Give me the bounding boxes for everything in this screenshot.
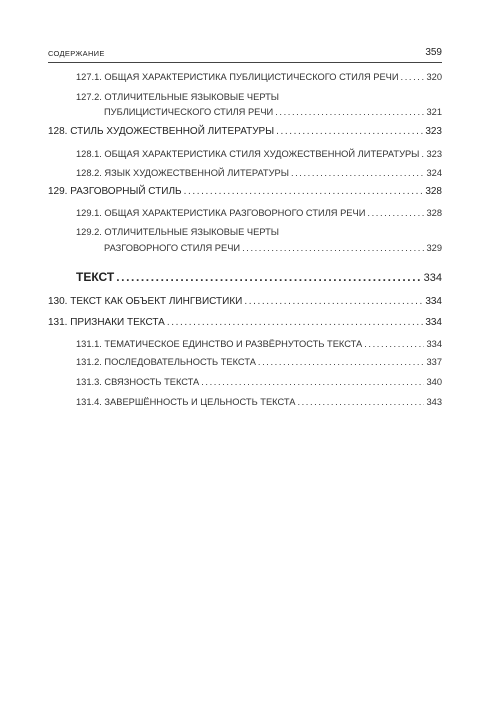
toc-entry-page: 334 — [425, 317, 442, 328]
toc-entry-title: 131.4. ЗАВЕРШЁННОСТЬ И ЦЕЛЬНОСТЬ ТЕКСТА — [76, 397, 296, 407]
leader-dots — [421, 148, 424, 160]
toc-entry-page: 340 — [426, 377, 442, 387]
toc-entry-page: 328 — [425, 186, 442, 197]
leader-dots — [242, 242, 424, 254]
toc-entry-title: ПУБЛИЦИСТИЧЕСКОГО СТИЛЯ РЕЧИ — [104, 107, 274, 117]
leader-dots — [184, 186, 424, 198]
leader-dots — [364, 338, 424, 350]
toc-entry-128-2 — [76, 167, 442, 179]
running-header — [48, 48, 442, 63]
toc-section-title: ТЕКСТ — [76, 270, 115, 284]
toc-entry-129 — [48, 186, 442, 198]
toc-entry-title: 131. ПРИЗНАКИ ТЕКСТА — [48, 317, 165, 328]
toc-entry-131-1 — [76, 338, 442, 350]
leader-dots — [201, 376, 424, 388]
toc-entry-title: 131.2. ПОСЛЕДОВАТЕЛЬНОСТЬ ТЕКСТА — [76, 357, 256, 367]
toc-entry-page: 337 — [426, 357, 442, 367]
toc-entry-131 — [48, 317, 442, 329]
toc-entry-130 — [48, 296, 442, 308]
toc-entry-129-1 — [76, 207, 442, 219]
toc-entry-127-2 — [104, 106, 442, 118]
toc-entry-page: 323 — [426, 149, 442, 159]
leader-dots — [275, 106, 424, 118]
toc-entry-page: 334 — [423, 272, 442, 284]
leader-dots — [367, 207, 424, 219]
toc-entry-title: 128. СТИЛЬ ХУДОЖЕСТВЕННОЙ ЛИТЕРАТУРЫ — [48, 126, 275, 137]
toc-entry-page: 334 — [425, 296, 442, 307]
leader-dots — [291, 167, 425, 179]
toc-entry-131-4 — [76, 396, 442, 408]
header-title: СОДЕРЖАНИЕ — [48, 49, 105, 58]
toc-entry-title: 131.1. ТЕМАТИЧЕСКОЕ ЕДИНСТВО И РАЗВЁРНУТОСТЬ ТЕКСТА — [76, 339, 363, 349]
toc-section-tekst — [76, 271, 442, 284]
toc-entry-129-2-line1: 129.2. ОТЛИЧИТЕЛЬНЫЕ ЯЗЫКОВЫЕ ЧЕРТЫ — [76, 227, 280, 237]
toc-entry-page: 334 — [426, 339, 442, 349]
toc-entry-title: 131.3. СВЯЗНОСТЬ ТЕКСТА — [76, 377, 200, 387]
toc-entry-page: 324 — [426, 168, 442, 178]
toc-entry-127-1 — [76, 71, 442, 83]
toc-entry-page: 323 — [425, 126, 442, 137]
toc-entry-title: 128.1. ОБЩАЯ ХАРАКТЕРИСТИКА СТИЛЯ ХУДОЖЕСТВЕННОЙ ЛИТЕРАТУРЫ — [76, 149, 420, 159]
leader-dots — [258, 356, 425, 368]
leader-dots — [297, 396, 424, 408]
toc-entry-page: 321 — [426, 107, 442, 117]
toc-entry-title: 128.2. ЯЗЫК ХУДОЖЕСТВЕННОЙ ЛИТЕРАТУРЫ — [76, 168, 289, 178]
toc-entry-title: 129. РАЗГОВОРНЫЙ СТИЛЬ — [48, 186, 182, 197]
toc-entry-page: 343 — [426, 397, 442, 407]
toc-entry-131-2 — [76, 356, 442, 368]
toc-entry-title: 129.1. ОБЩАЯ ХАРАКТЕРИСТИКА РАЗГОВОРНОГО СТИЛЯ РЕЧИ — [76, 208, 366, 218]
toc-entry-128 — [48, 126, 442, 138]
toc-entry-129-2 — [104, 242, 442, 254]
toc-entry-page: 320 — [426, 72, 442, 82]
leader-dots — [244, 296, 423, 308]
page-number: 359 — [425, 47, 442, 58]
toc-entry-page: 328 — [426, 208, 442, 218]
leader-dots — [167, 317, 423, 329]
leader-dots — [116, 271, 421, 283]
toc-entry-131-3 — [76, 376, 442, 388]
toc-entry-128-1 — [76, 148, 442, 160]
toc-entry-127-2-line1: 127.2. ОТЛИЧИТЕЛЬНЫЕ ЯЗЫКОВЫЕ ЧЕРТЫ — [76, 92, 280, 102]
toc-entry-title: 127.1. ОБЩАЯ ХАРАКТЕРИСТИКА ПУБЛИЦИСТИЧЕСКОГО СТИЛЯ РЕЧИ — [76, 72, 399, 82]
leader-dots — [276, 126, 423, 138]
leader-dots — [401, 71, 425, 83]
toc-entry-page: 329 — [426, 243, 442, 253]
toc-entry-title: 130. ТЕКСТ КАК ОБЪЕКТ ЛИНГВИСТИКИ — [48, 296, 243, 307]
toc-entry-title: РАЗГОВОРНОГО СТИЛЯ РЕЧИ — [104, 243, 241, 253]
